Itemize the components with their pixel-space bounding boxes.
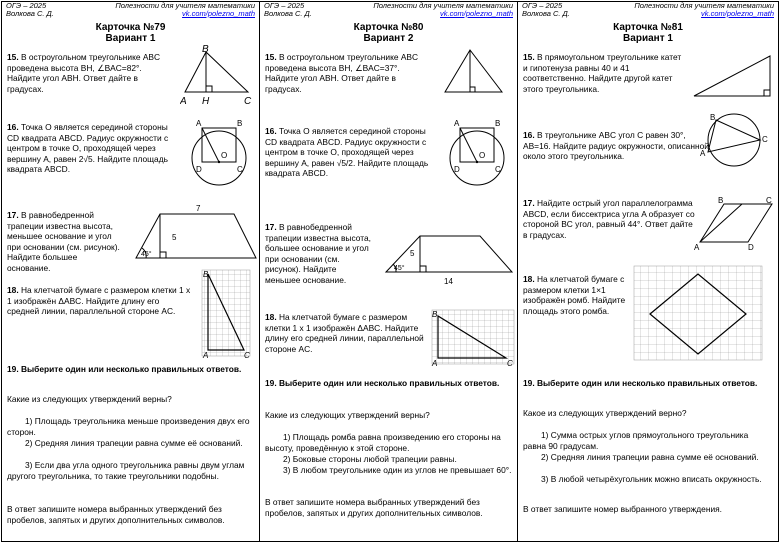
label-height: 5 (172, 233, 177, 242)
header-link[interactable]: vk.com/polezno_math (701, 9, 774, 18)
statement-2: 2) Средняя линия трапеции равна сумме её оснований. (541, 452, 759, 462)
right-triangle-figure (690, 48, 774, 102)
svg-text:D: D (748, 243, 754, 252)
label-angle: 45° (141, 251, 152, 258)
square-circle-figure (182, 114, 256, 190)
task-16: 16. Точка O является серединой стороны CD квадрата ABCD. Радиус окружности с центром в точке O, проходящей через вершину A, равен √5/2. Найдите площадь квадрата ABCD. (265, 126, 429, 179)
trapezoid-figure (380, 224, 516, 288)
task-15: 15. В остроугольном треугольнике ABC проведена высота BH, ∠BAC=82°. Найдите угол ABH. Ответ дайте в градусах. (7, 52, 161, 94)
svg-text:C: C (766, 196, 772, 205)
header-caption: Полезности для учителя математики (373, 1, 513, 10)
label-angle: 45° (394, 265, 405, 272)
svg-text:B: B (203, 270, 209, 279)
svg-text:A: A (694, 243, 700, 252)
statement-3: 3) В любом треугольнике один из углов не превышает 60°. (283, 465, 512, 475)
svg-text:C: C (507, 359, 513, 368)
triangle-abh-figure (440, 44, 510, 100)
svg-text:D: D (196, 165, 202, 174)
triangle-abh-figure (180, 44, 256, 106)
circumscribed-circle-figure (694, 108, 776, 170)
header-author: ОГЭ – 2025 Волкова С. Д. (6, 1, 54, 18)
card-variant: Вариант 2 (363, 33, 414, 44)
label-bottom-base: 14 (444, 277, 453, 286)
task-17: 17. В равнобедренной трапеции известна высота, меньшее основание и угол при основании (см. рисунок). Найдите большее основание. (7, 210, 120, 273)
svg-text:B: B (710, 113, 716, 122)
card-header (264, 2, 513, 18)
task-19: 19. Выберите один или несколько правильных ответов. (7, 364, 242, 374)
card-80 (260, 2, 518, 541)
card-variant: Вариант 1 (105, 33, 156, 44)
header-caption: Полезности для учителя математики (115, 1, 255, 10)
svg-text:A: A (196, 119, 202, 128)
grid-triangle-figure (198, 268, 254, 360)
task-19: 19. Выберите один или несколько правильных ответов. (523, 378, 758, 388)
svg-text:C: C (237, 165, 243, 174)
question: Какие из следующих утверждений верны? (7, 394, 172, 404)
svg-text:B: B (237, 119, 243, 128)
label-h: H (202, 96, 210, 106)
grid-rhombus-figure (632, 264, 764, 362)
statement-2: 2) Средняя линия трапеции равна сумме её оснований. (25, 438, 243, 448)
statement-1: 1) Площадь треугольника меньше произведения двух его сторон. (7, 416, 250, 437)
header-link[interactable]: vk.com/polezno_math (182, 9, 255, 18)
parallelogram-figure (694, 194, 776, 254)
answer-instruction: В ответ запишите номера выбранных утверждений без пробелов, запятых и других дополнительных символов. (7, 504, 225, 525)
task-17: 17. Найдите острый угол параллелограмма ABCD, если биссектриса угла A образует со стороной BC угол, равный 44°. Ответ дайте в градусах. (523, 198, 695, 240)
task-16: 16. Точка O является серединой стороны CD квадрата ABCD. Радиус окружности с центром в точке O, проходящей через вершину A, равен 2√5. Найдите площадь квадрата ABCD. (7, 122, 169, 175)
statement-3: 3) Если два угла одного треугольника равны двум углам другого треугольника, то такие треугольники подобны. (7, 460, 245, 481)
header-author: ОГЭ – 2025 Волкова С. Д. (522, 1, 570, 18)
task-15: 15. В прямоугольном треугольнике катет и гипотенуза равны 40 и 41 соответственно. Найдите другой катет этого треугольника. (523, 52, 682, 94)
answer-instruction: В ответ запишите номера выбранных утверждений без пробелов, запятых и других дополнительных символов. (265, 497, 483, 518)
card-title: Карточка №79 (95, 22, 166, 33)
grid-triangle-figure (430, 308, 516, 368)
label-b: B (202, 44, 209, 55)
statement-3: 3) В любой четырёхугольник можно вписать окружность. (541, 474, 762, 484)
card-title: Карточка №81 (613, 22, 683, 33)
svg-text:B: B (718, 196, 724, 205)
task-18: 18. На клетчатой бумаге с размером клетки 1 x 1 изображён ΔABC. Найдите длину его средней линии, параллельной стороне AC. (265, 312, 424, 354)
card-81 (518, 2, 778, 541)
header-link[interactable]: vk.com/polezno_math (440, 9, 513, 18)
task-17: 17. В равнобедренной трапеции известна высота, большее основание и угол при основании (см. рисунок). Найдите меньшее основание. (265, 222, 371, 285)
label-top-base: 7 (196, 204, 201, 213)
svg-text:A: A (203, 351, 209, 360)
svg-text:B: B (495, 119, 501, 128)
statement-1: 1) Сумма острых углов прямоугольного треугольника равна 90 градусам. (523, 430, 749, 451)
label-c: C (244, 96, 252, 106)
label-height: 5 (410, 249, 415, 258)
header-author: ОГЭ – 2025 Волкова С. Д. (264, 1, 312, 18)
svg-text:D: D (454, 165, 460, 174)
worksheet-page (1, 1, 779, 542)
svg-text:O: O (479, 151, 486, 160)
square-circle-figure (440, 114, 514, 190)
task-18: 18. На клетчатой бумаге с размером клетки 1 x 1 изображён ΔABC. Найдите длину его средней линии, параллельной стороне AC. (7, 285, 191, 317)
question: Какое из следующих утверждений верно? (523, 408, 687, 418)
card-79 (2, 2, 260, 541)
task-18: 18. На клетчатой бумаге с размером клетки 1×1 изображён ромб. Найдите площадь этого ромба. (523, 274, 626, 316)
svg-text:B: B (432, 310, 438, 319)
svg-text:O: O (221, 151, 228, 160)
trapezoid-figure (128, 202, 258, 264)
svg-text:A: A (700, 149, 706, 158)
answer-instruction: В ответ запишите номер выбранного утверждения. (523, 504, 722, 514)
svg-text:A: A (454, 119, 460, 128)
task-16: 16. В треугольнике ABC угол C равен 30°, AB=16. Найдите радиус окружности, описанной около этого треугольника. (523, 130, 709, 162)
label-a: A (180, 96, 187, 106)
question: Какие из следующих утверждений верны? (265, 410, 430, 420)
statement-2: 2) Боковые стороны любой трапеции равны. (283, 454, 457, 464)
card-header (522, 2, 774, 18)
task-19: 19. Выберите один или несколько правильных ответов. (265, 378, 500, 388)
card-variant: Вариант 1 (623, 33, 673, 44)
svg-text:A: A (432, 359, 438, 368)
statement-1: 1) Площадь ромба равна произведению его стороны на высоту, проведённую к этой стороне. (265, 432, 501, 453)
header-caption: Полезности для учителя математики (634, 1, 774, 10)
card-header (6, 2, 255, 18)
svg-text:C: C (244, 351, 250, 360)
card-title: Карточка №80 (353, 22, 424, 33)
svg-text:C: C (495, 165, 501, 174)
svg-text:C: C (762, 135, 768, 144)
task-15: 15. В остроугольном треугольнике ABC проведена высота BH, ∠BAC=37°. Найдите угол ABH. Ответ дайте в градусах. (265, 52, 419, 94)
